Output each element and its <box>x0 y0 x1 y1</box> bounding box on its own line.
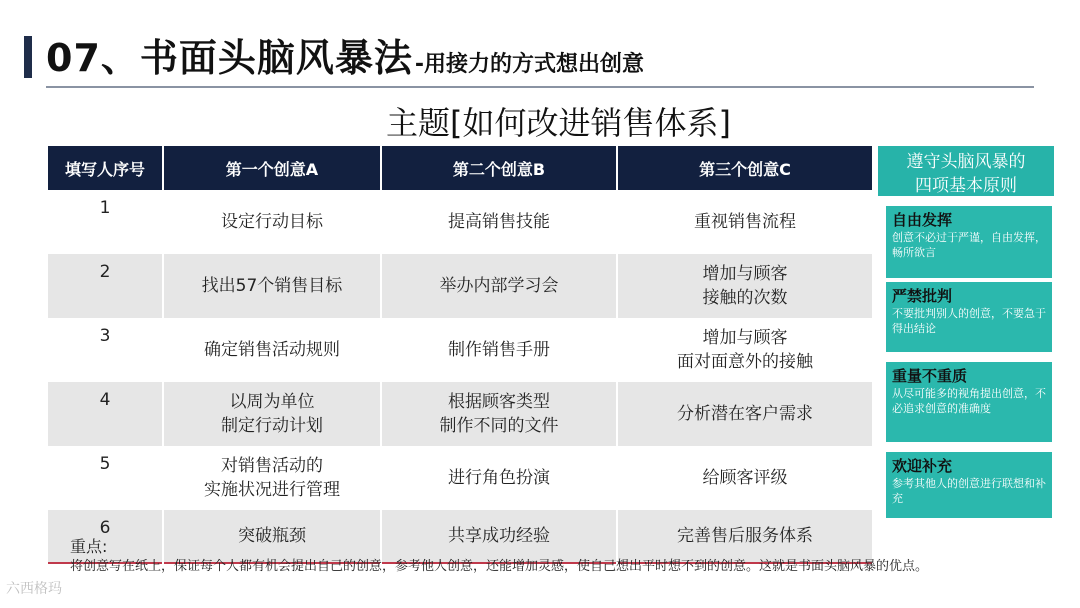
topic-heading: 主题[如何改进销售体系] <box>386 104 731 142</box>
idea-c: 给顾客评级 <box>618 446 872 510</box>
title-accent-bar <box>24 36 32 78</box>
note-body: 将创意写在纸上，保证每个人都有机会提出自己的创意，参考他人创意，还能增加灵感，使自己想出平时想不到的创意。这就是书面头脑风暴的优点。 <box>70 559 929 574</box>
idea-b: 举办内部学习会 <box>382 254 616 318</box>
principle-desc: 创意不必过于严谨，自由发挥，畅所欲言 <box>892 231 1046 259</box>
table-row <box>48 382 872 446</box>
principle-title: 欢迎补充 <box>892 457 953 475</box>
principles-heading-line1: 遵守头脑风暴的 <box>906 152 1026 172</box>
idea-c: 重视销售流程 <box>618 190 872 254</box>
idea-a: 对销售活动的 实施状况进行管理 <box>164 446 380 510</box>
idea-a: 突破瓶颈 <box>164 510 380 564</box>
principle-title: 自由发挥 <box>892 211 953 229</box>
idea-b: 制作销售手册 <box>382 318 616 382</box>
key-points-note <box>70 534 1030 577</box>
idea-a: 设定行动目标 <box>164 190 380 254</box>
idea-b: 提高销售技能 <box>382 190 616 254</box>
principles-heading <box>878 146 1054 196</box>
principles-heading-line2: 四项基本原则 <box>915 174 1017 199</box>
principle-desc: 从尽可能多的视角提出创意，不必追求创意的准确度 <box>892 387 1046 415</box>
row-number: 3 <box>48 318 162 382</box>
row-number: 4 <box>48 382 162 446</box>
idea-c: 完善售后服务体系 <box>618 510 872 564</box>
principle-card <box>886 206 1052 278</box>
principle-card <box>886 452 1052 518</box>
row-number: 2 <box>48 254 162 318</box>
idea-c: 增加与顾客 接触的次数 <box>618 254 872 318</box>
idea-c: 分析潜在客户需求 <box>618 382 872 446</box>
page-title-sub: -用接力的方式想出创意 <box>414 52 645 77</box>
table-header-row <box>48 146 872 190</box>
column-header: 第一个创意A <box>164 146 380 190</box>
idea-b: 共享成功经验 <box>382 510 616 564</box>
table-row <box>48 190 872 254</box>
principle-desc: 参考其他人的创意进行联想和补充 <box>892 477 1046 505</box>
page-title-main: 07、书面头脑风暴法 <box>46 36 413 80</box>
title-divider <box>46 86 1034 88</box>
idea-a: 找出57个销售目标 <box>164 254 380 318</box>
idea-a: 以周为单位 制定行动计划 <box>164 382 380 446</box>
table-row <box>48 318 872 382</box>
table-row <box>48 446 872 510</box>
table-row <box>48 254 872 318</box>
column-header: 填写人序号 <box>48 146 162 190</box>
note-title: 重点: <box>70 537 108 556</box>
ideas-table <box>46 146 874 564</box>
column-header: 第三个创意C <box>618 146 872 190</box>
watermark: 六西格玛 <box>6 581 62 597</box>
principle-title: 重量不重质 <box>892 367 968 385</box>
principle-desc: 不要批判别人的创意，不要急于得出结论 <box>892 307 1046 335</box>
column-header: 第二个创意B <box>382 146 616 190</box>
principle-card <box>886 282 1052 352</box>
principle-card <box>886 362 1052 442</box>
row-number: 6 <box>48 510 162 564</box>
row-number: 1 <box>48 190 162 254</box>
page-title <box>46 30 644 82</box>
idea-b: 根据顾客类型 制作不同的文件 <box>382 382 616 446</box>
principles-panel <box>878 146 1054 505</box>
principle-title: 严禁批判 <box>892 287 953 305</box>
row-number: 5 <box>48 446 162 510</box>
idea-b: 进行角色扮演 <box>382 446 616 510</box>
idea-c: 增加与顾客 面对面意外的接触 <box>618 318 872 382</box>
idea-a: 确定销售活动规则 <box>164 318 380 382</box>
